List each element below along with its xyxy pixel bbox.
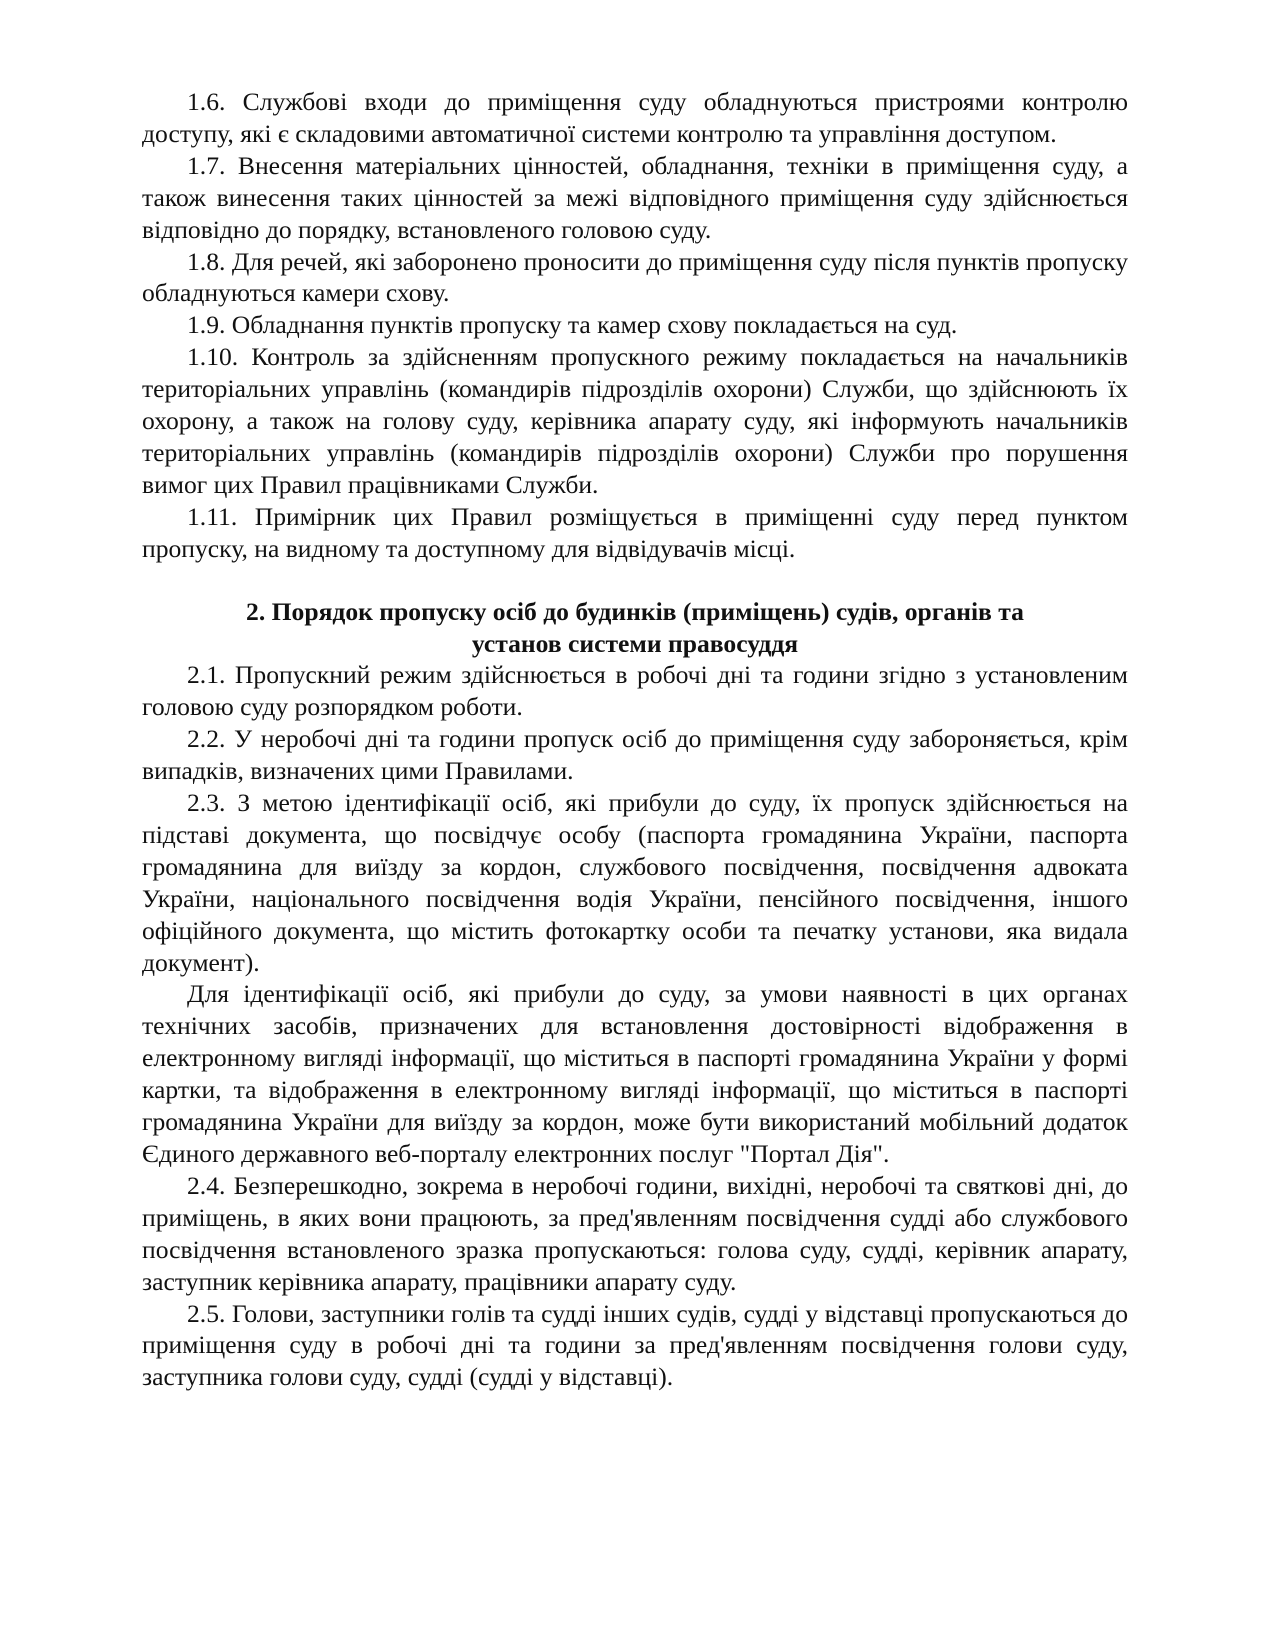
paragraph-2-5: 2.5. Голови, заступники голів та судді інших судів, судді у відставці пропускаються до приміщення суду в робочі дні та години за пред'явленням посвідчення голови суду, заступника голови суду, судді (судді у відставці). [142, 1298, 1128, 1392]
paragraph-2-1: 2.1. Пропускний режим здійснюється в робочі дні та години згідно з установленим головою суду розпорядком роботи. [142, 660, 1128, 722]
paragraph-1-10: 1.10. Контроль за здійсненням пропускного режиму покладається на начальників територіальних управлінь (командирів підрозділів охорони) Служби, що здійснюють їх охорону, а також на голову суду, керівника апарату суду, які інформують начальників територіальних управлінь (командирів підрозділів охорони) Служби про порушення вимог цих Правил працівниками Служби. [142, 342, 1128, 499]
paragraph-2-2: 2.2. У неробочі дні та години пропуск осіб до приміщення суду забороняється, крім випадків, визначених цими Правилами. [142, 724, 1128, 786]
paragraph-1-8: 1.8. Для речей, які заборонено проносити до приміщення суду після пунктів пропуску обладнуються камери схову. [142, 246, 1128, 308]
paragraph-1-6: 1.6. Службові входи до приміщення суду обладнуються пристроями контролю доступу, які є складовими автоматичної системи контролю та управління доступом. [142, 87, 1128, 148]
section-2-heading-line-1: 2. Порядок пропуску осіб до будинків (приміщень) судів, органів та [246, 596, 1024, 626]
paragraph-2-3: 2.3. З метою ідентифікації осіб, які прибули до суду, їх пропуск здійснюється на підставі документа, що посвідчує особу (паспорта громадянина України, паспорта громадянина для виїзду за кордон, службового посвідчення, посвідчення адвоката України, національного посвідчення водія України, пенсійного посвідчення, іншого офіційного документа, що містить фотокартку особи та печатку установи, яка видала документ). [142, 788, 1128, 977]
section-2-heading [142, 596, 1128, 660]
section-2-heading-line-2: установ системи правосуддя [471, 628, 799, 658]
document-page [142, 86, 1128, 1393]
paragraph-1-11: 1.11. Примірник цих Правил розміщується в приміщенні суду перед пунктом пропуску, на видному та доступному для відвідувачів місці. [142, 501, 1128, 563]
paragraph-1-9: 1.9. Обладнання пунктів пропуску та камер схову покладається на суд. [187, 310, 958, 340]
paragraph-2-4: 2.4. Безперешкодно, зокрема в неробочі години, вихідні, неробочі та святкові дні, до приміщень, в яких вони працюють, за пред'явленням посвідчення судді або службового посвідчення встановленого зразка пропускаються: голова суду, судді, керівник апарату, заступник керівника апарату, працівники апарату суду. [142, 1170, 1128, 1296]
paragraph-1-7: 1.7. Внесення матеріальних цінностей, обладнання, техніки в приміщення суду, а також винесення таких цінностей за межі відповідного приміщення суду здійснюється відповідно до порядку, встановленого головою суду. [142, 150, 1128, 244]
paragraph-2-3-diia: Для ідентифікації осіб, які прибули до суду, за умови наявності в цих органах технічних засобів, призначених для встановлення достовірності відображення в електронному вигляді інформації, що міститься в паспорті громадянина України у формі картки, та відображення в електронному вигляді інформації, що міститься в паспорті громадянина України для виїзду за кордон, може бути використаний мобільний додаток Єдиного державного веб-порталу електронних послуг "Портал Дія". [142, 979, 1128, 1168]
